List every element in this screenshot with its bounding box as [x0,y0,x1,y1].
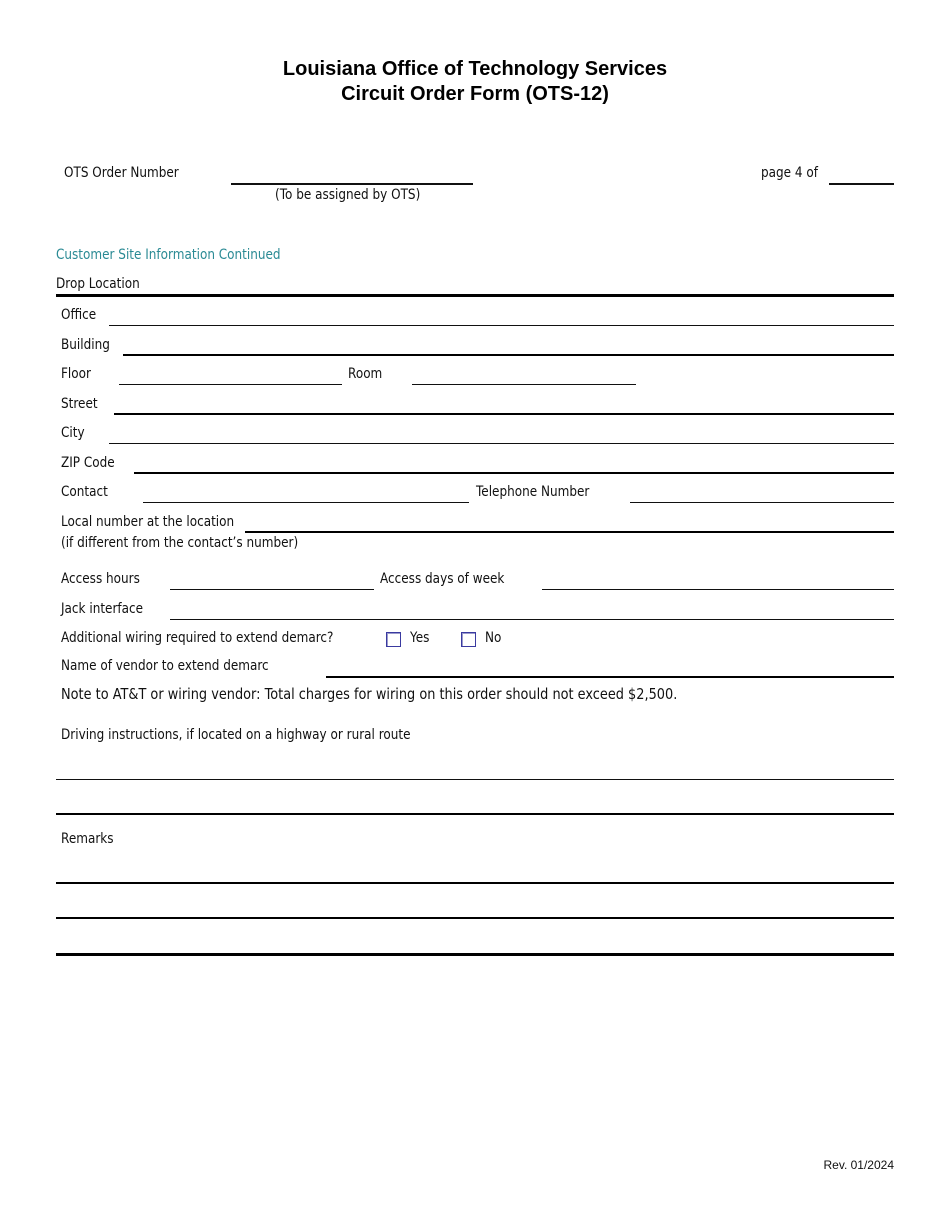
access-hours-field[interactable] [170,589,374,590]
page-total-field[interactable] [829,183,894,185]
drop-location-heading: Drop Location [56,276,140,292]
yes-checkbox[interactable] [386,632,401,647]
building-label: Building [61,337,110,353]
city-field[interactable] [109,443,894,444]
order-number-label: OTS Order Number [64,165,179,181]
order-number-field[interactable] [231,183,473,185]
section-heading: Customer Site Information Continued [56,247,281,263]
form-title: Louisiana Office of Technology Services [282,58,668,80]
vendor-label: Name of vendor to extend demarc [61,658,269,674]
vendor-field[interactable] [326,676,894,678]
street-field[interactable] [114,413,894,415]
building-field[interactable] [123,354,894,356]
remarks-line-2[interactable] [56,917,894,919]
contact-label: Contact [61,484,108,500]
page-label: page 4 of [761,165,819,181]
room-field[interactable] [412,384,636,385]
driving-label: Driving instructions, if located on a highway or rural route [61,727,411,743]
additional-wiring-label: Additional wiring required to extend demarc? [61,630,334,646]
local-number-field[interactable] [245,531,894,533]
remarks-line-1[interactable] [56,882,894,884]
zip-label: ZIP Code [61,455,115,471]
office-field[interactable] [109,325,894,326]
no-label: No [485,630,502,646]
street-label: Street [61,396,98,412]
room-label: Room [348,366,383,382]
access-hours-label: Access hours [61,571,140,587]
local-number-note: (if different from the contact’s number) [61,535,299,551]
section-rule [56,294,894,297]
floor-field[interactable] [119,384,342,385]
local-number-label: Local number at the location [61,514,235,530]
telephone-label: Telephone Number [476,484,590,500]
yes-label: Yes [410,630,430,646]
revision-label: Rev. 01/2024 [823,1158,894,1172]
form-subtitle: Circuit Order Form (OTS-12) [341,83,609,105]
access-days-label: Access days of week [380,571,505,587]
remarks-label: Remarks [61,831,114,847]
jack-interface-label: Jack interface [61,601,144,617]
city-label: City [61,425,85,441]
driving-line-1[interactable] [56,779,894,780]
access-days-field[interactable] [542,589,894,590]
remarks-line-3[interactable] [56,953,894,956]
contact-field[interactable] [143,502,469,503]
no-checkbox[interactable] [461,632,476,647]
wiring-note: Note to AT&T or wiring vendor: Total charges for wiring on this order should not exceed $2,500. [61,685,678,703]
telephone-field[interactable] [630,502,894,503]
assigned-note: (To be assigned by OTS) [275,187,421,203]
jack-interface-field[interactable] [170,619,894,620]
office-label: Office [61,307,97,323]
driving-line-2[interactable] [56,813,894,815]
floor-label: Floor [61,366,91,382]
zip-field[interactable] [134,472,894,474]
